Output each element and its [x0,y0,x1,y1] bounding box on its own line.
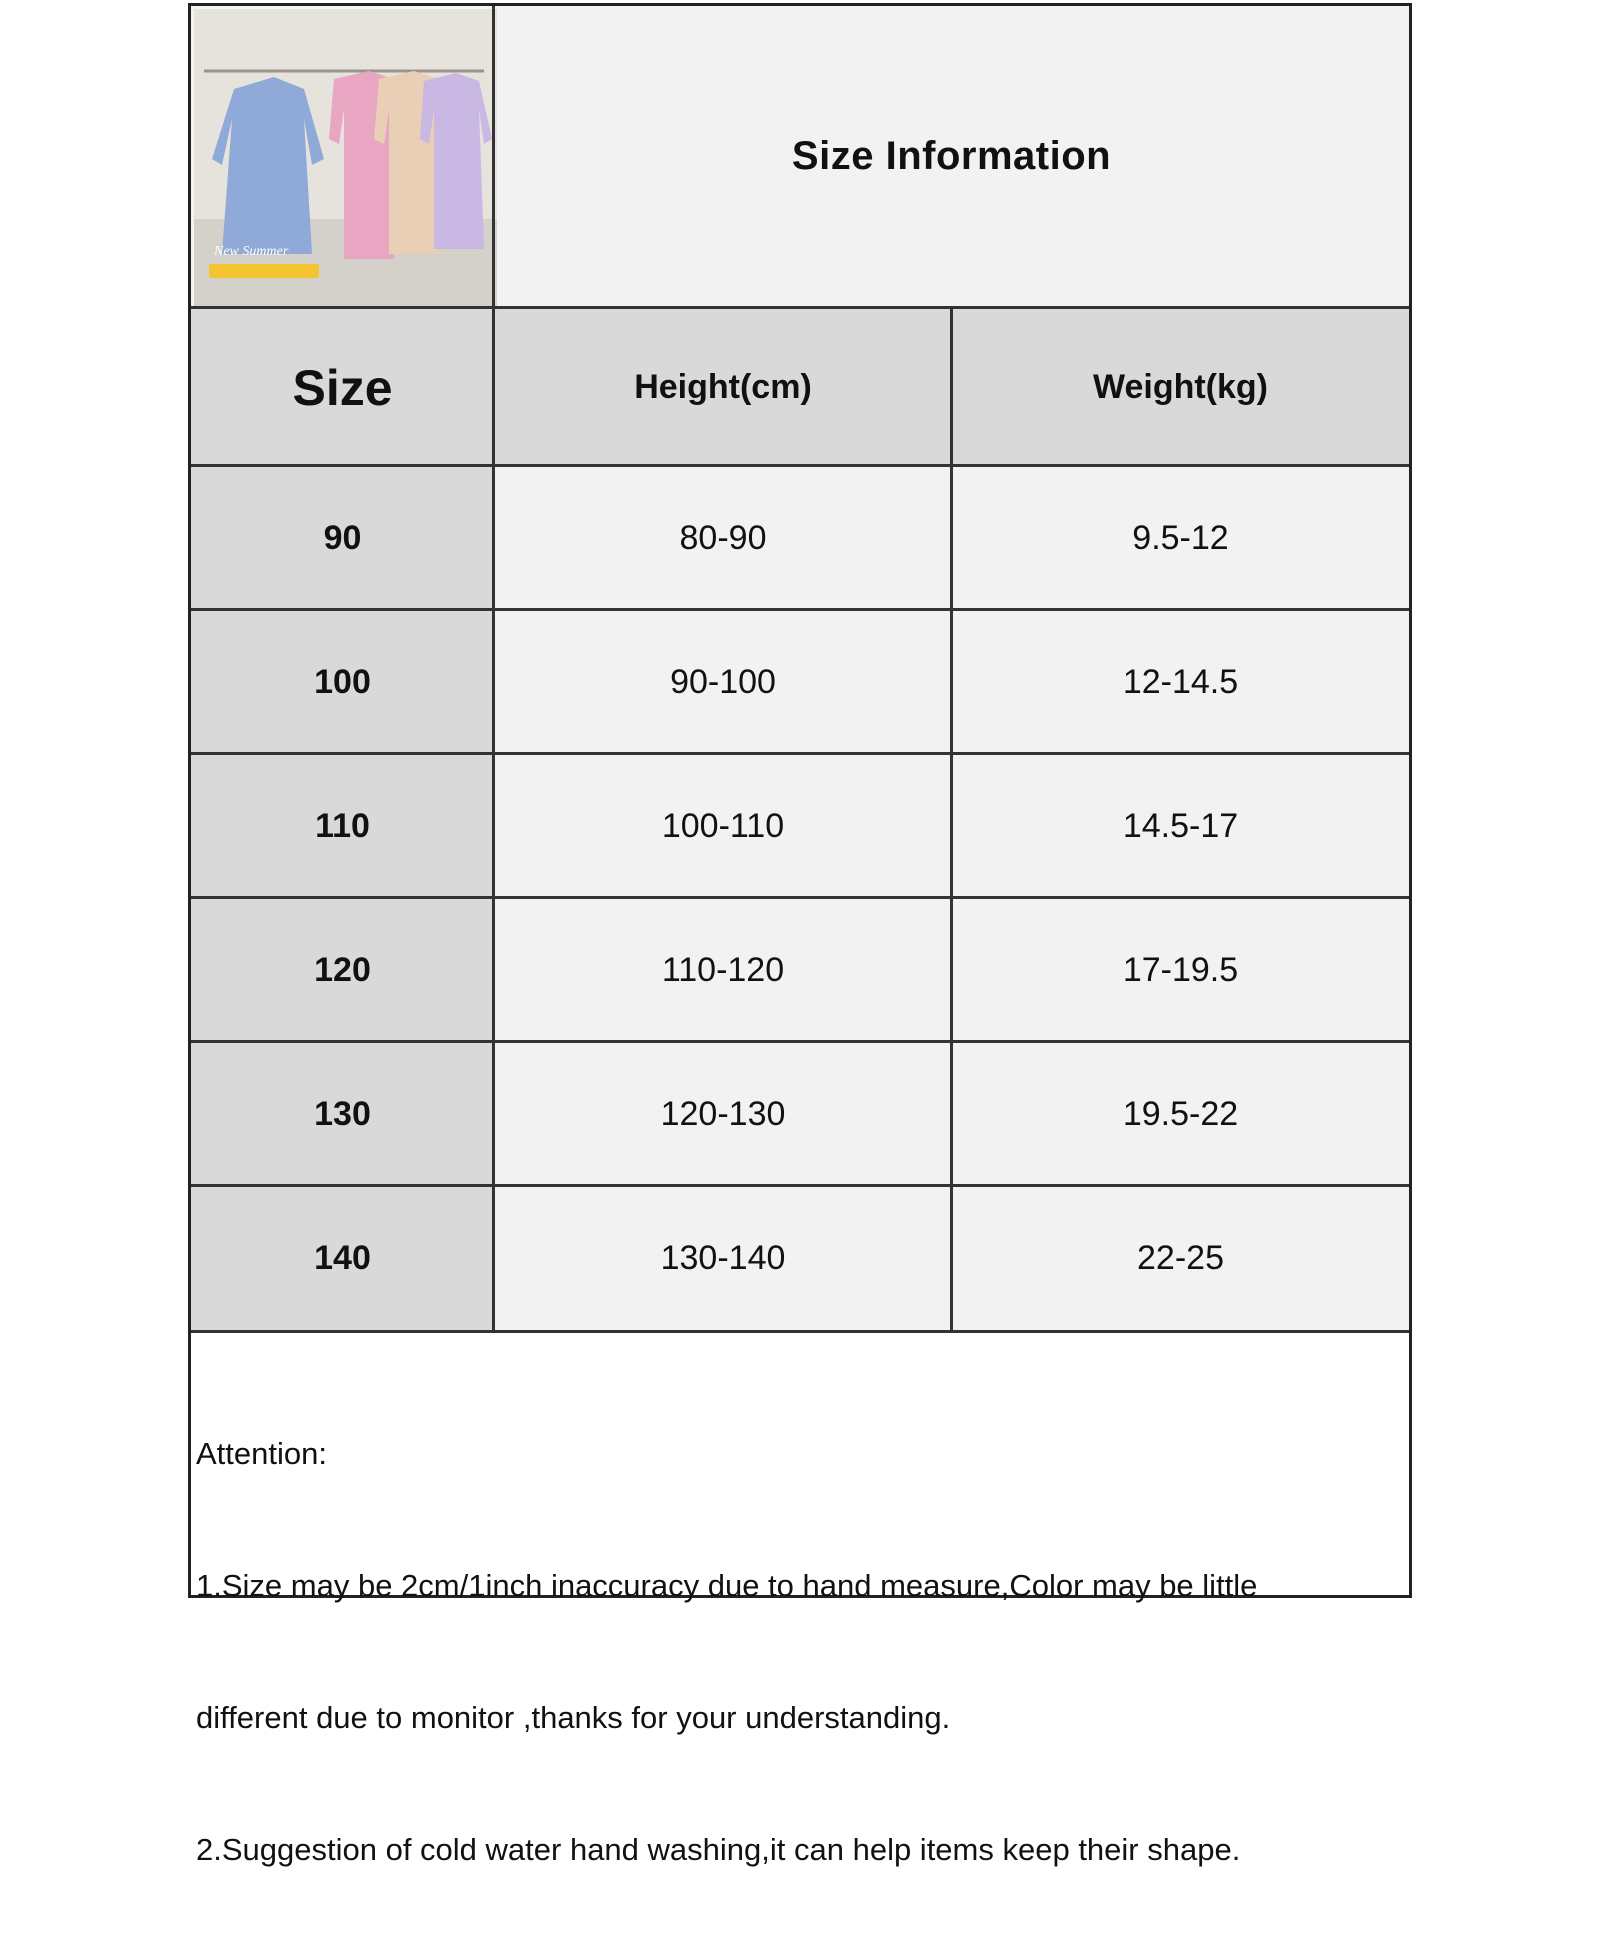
grid-line [191,608,1409,611]
notes-line: different due to monitor ,thanks for your understanding. [196,1700,951,1735]
column-header-weight: Weight(kg) [952,309,1409,466]
grid-line [191,1330,1409,1333]
weight-cell: 9.5-12 [1132,518,1229,557]
weight-cell: 12-14.5 [1122,662,1239,701]
notes-heading: Attention: [196,1436,327,1471]
height-cell: 110-120 [661,950,785,989]
attention-notes [196,1344,1396,1960]
weight-cell: 17-19.5 [1122,950,1239,989]
size-cell: 110 [191,754,494,898]
grid-line [191,464,1409,467]
photo-caption-text: New Summer [214,244,289,259]
weight-cell: 14.5-17 [1122,806,1239,845]
height-cell: 130-140 [660,1238,786,1277]
grid-line [191,1184,1409,1187]
weight-cell: 22-25 [1137,1238,1224,1277]
grid-line [191,1040,1409,1043]
grid-line [191,896,1409,899]
size-cell: 100 [191,610,494,754]
height-cell: 100-110 [661,806,785,845]
notes-line: 1.Size may be 2cm/1inch inaccuracy due to hand measure,Color may be little [196,1568,1258,1603]
grid-line [950,309,953,1332]
size-cell: 140 [191,1186,494,1330]
size-cell: 120 [191,898,494,1042]
column-header-height: Height(cm) [494,309,952,466]
clothing-rack-image [194,9,497,309]
grid-line [492,6,495,1332]
height-cell: 80-90 [679,518,767,557]
grid-line [191,306,1409,309]
size-cell: 90 [191,466,494,610]
grid-line [191,752,1409,755]
notes-line: 2.Suggestion of cold water hand washing,it can help items keep their shape. [196,1832,1241,1867]
size-chart-sheet [188,3,1412,1867]
page-title: Size Information [791,133,1112,178]
weight-cell: 19.5-22 [1122,1094,1239,1133]
size-cell: 130 [191,1042,494,1186]
height-cell: 90-100 [670,662,776,701]
product-photo [194,9,497,309]
column-header-size: Size [191,309,494,466]
height-cell: 120-130 [660,1094,786,1133]
